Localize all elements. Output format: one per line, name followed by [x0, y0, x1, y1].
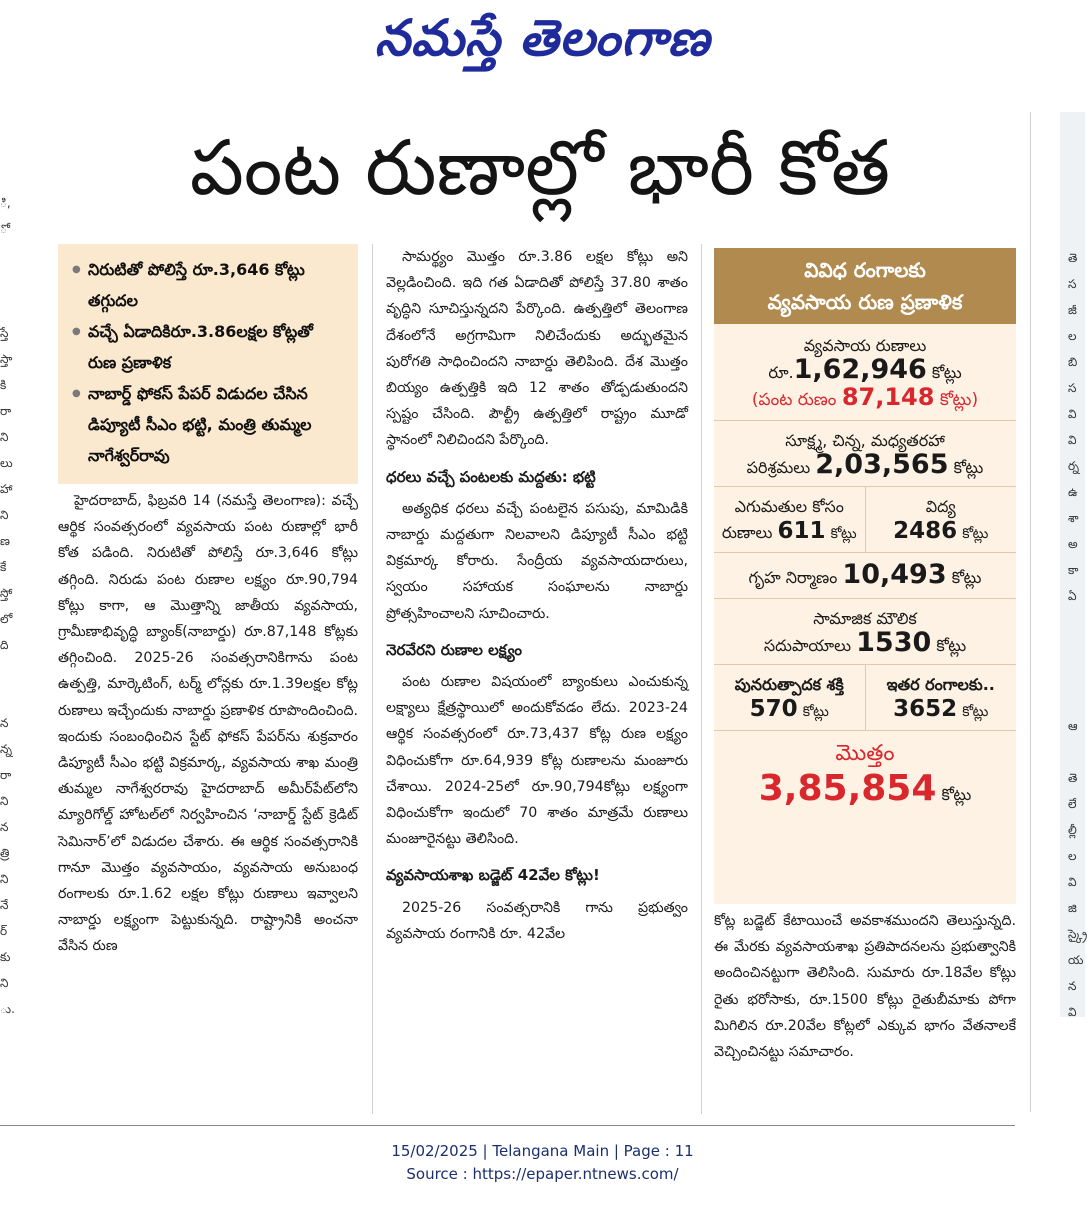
right-fragment-line: ల్లీ: [1068, 823, 1077, 837]
highlight-item: ● నాబార్డ్ ఫోకస్ పేపర్ విడుదల చేసిన డిప్యూటీ సీఎం భట్టి, మంత్రి తుమ్మల నాగేశ్వర్‌రావు: [72, 378, 346, 471]
article-column-3: [714, 908, 1016, 1065]
left-fragment-line: హా: [0, 482, 13, 496]
left-fragment-line: ర్: [0, 924, 8, 938]
left-fragment-line: స్తో: [0, 586, 13, 600]
right-fragment-line: లే: [1068, 797, 1077, 811]
renewable-label: పునరుత్పాదక శక్తి: [734, 675, 844, 694]
unit-crore: కోట్లు: [802, 704, 829, 720]
right-fragment-line: ఉ: [1068, 485, 1078, 499]
left-fragment-line: [0, 268, 18, 294]
left-fragment-line: కు: [0, 950, 11, 964]
right-fragment-line: ల: [1068, 849, 1077, 863]
page-footer: [0, 1140, 1085, 1186]
total-value: 3,85,854: [758, 768, 937, 809]
housing-value: 10,493: [842, 559, 947, 590]
right-fragment-line: శా: [1068, 511, 1079, 525]
left-fragment-line: స్తే: [0, 326, 9, 340]
export-value: 611: [777, 518, 826, 544]
left-fragment-line: [0, 658, 18, 684]
right-fragment-line: [1068, 739, 1085, 765]
currency-prefix: రూ.: [768, 363, 794, 382]
msme-label: సూక్ష్మ, చిన్న, మధ్యతరహా: [785, 431, 945, 450]
right-fragment-line: [1068, 661, 1085, 687]
left-fragment-line: [0, 294, 18, 320]
right-fragment-line: ల: [1068, 329, 1077, 343]
agri-credit-label: వ్యవసాయ రుణాలు: [803, 336, 927, 355]
unit-crore: కోట్లు: [941, 785, 972, 804]
right-fragment-line: అ: [1068, 537, 1078, 551]
left-fragment-line: కే: [0, 560, 7, 574]
right-fragment-line: ఆ: [1068, 719, 1078, 733]
footer-source-link[interactable]: Source : https://epaper.ntnews.com/: [406, 1165, 679, 1183]
infobox-title-line: వ్యవసాయ రుణ ప్రణాళిక: [767, 290, 963, 314]
article-paragraph: సామర్థ్యం మొత్తం రూ.3.86 లక్షల కోట్లు అని వెల్లడించింది. ఇది గత ఏడాదితో పోలిస్తే 37.80 శాతం వృద్ధిని సూచిస్తున్నదని పేర్కొంది. ఉత్పత్తిలో తెలంగాణ దేశంలోనే అగ్రగామిగా నిలిచేందుకు అద్భుతమైన పురోగతి సాధించిందని నాబార్డు తెలిపింది. దేశ మొత్తం బియ్యం ఉత్పత్తికి ఇది 12 శాతం తోడ్పడుతుందని స్పష్టం చేసింది. పౌల్ట్రీ ఉత్పత్తిలో రాష్ట్రం మూడో స్థానంలో నిలిచిందని పేర్కొంది.: [386, 249, 688, 449]
credit-plan-infobox: [714, 248, 1016, 904]
right-column-fragment: [1068, 245, 1085, 1025]
right-fragment-line: వి: [1068, 1005, 1077, 1019]
crop-loan-unit: కోట్లు): [934, 390, 979, 410]
footer-date-page: 15/02/2025 | Telangana Main | Page : 11: [391, 1142, 694, 1160]
right-fragment-line: [1068, 635, 1085, 661]
crop-loan-value: 87,148: [841, 383, 935, 411]
unit-crore: కోట్లు: [951, 568, 982, 587]
export-label: ఎగుమతుల కోసం: [734, 497, 844, 516]
unit-crore: కోట్లు: [936, 636, 967, 655]
left-fragment-line: ు.: [0, 1002, 15, 1016]
total-label: మొత్తం: [835, 741, 895, 766]
right-fragment-line: స్క్రై: [1068, 927, 1087, 941]
left-fragment-line: కి: [0, 378, 7, 392]
column-divider: [372, 244, 373, 1114]
education-label: విద్య: [925, 497, 956, 516]
article-subhead: నెరవేరని రుణాల లక్ష్యం: [386, 640, 522, 659]
article-paragraph: హైదరాబాద్, ఫిబ్రవరి 14 (నమస్తే తెలంగాణ): వచ్చే ఆర్థిక సంవత్సరంలో వ్యవసాయ పంట రుణాల్లో భారీ కోత పడింది. నిరుటితో పోలిస్తే రూ.3,646 కోట్లు తగ్గింది. నిరుడు పంట రుణాల లక్ష్యం రూ.90,794 కోట్లు కాగా, ఆ మొత్తాన్ని జాతీయ వ్యవసాయ, గ్రామీణాభివృద్ధి బ్యాంక్(నాబార్డు) రూ.87,148 కోట్లకు తగ్గించింది. 2025-26 సంవత్సరానికిగాను పంట ఉత్పత్తి, మార్కెటింగ్, టర్మ్ లోన్లకు రూ.1.39లక్షల కోట్ల రుణాలు ఇచ్చేందుకు నాబార్డు ప్రణాళిక రూపొందించింది. ఇందుకు సంబంధించిన స్టేట్ ఫోకస్ పేపర్‌ను శుక్రవారం డిప్యూటీ సీఎం భట్టి విక్రమార్క, వ్యవసాయ శాఖ మంత్రి తుమ్మల నాగేశ్వరరావు హైదరాబాద్ అమీర్‌పేట్‌లోని మ్యారిగోల్డ్ హోటల్‌లో నిర్వహించిన ‘నాబార్డ్ స్టేట్ క్రెడిట్ సెమినార్’లో విడుదల చేశారు. ఈ ఆర్థిక సంవత్సరానికి గానూ మొత్తం వ్యవసాయం, వ్యవసాయ అనుబంధ రంగాలకు రూ.1.62 లక్షల కోట్లు రుణాలు ఇవ్వాలని నాబార్డు లక్ష్యంగా పెట్టుకున్నది. రాష్ట్రానికి అంచనా వేసిన రుణ: [58, 493, 358, 955]
other-sectors-value: 3652: [893, 696, 958, 722]
left-fragment-line: రా: [0, 404, 12, 418]
msme-value: 2,03,565: [815, 449, 949, 480]
social-infra-cell: [714, 598, 1016, 664]
social-infra-label: సామాజిక మౌలిక: [813, 609, 917, 628]
article-paragraph: 2025-26 సంవత్సరానికి గాను ప్రభుత్వం వ్యవసాయ రంగానికి రూ. 42వేల: [386, 899, 688, 942]
left-fragment-line: న: [0, 716, 9, 730]
left-fragment-line: ణ: [0, 534, 10, 548]
column-divider: [1030, 112, 1031, 1112]
unit-crore: కోట్లు: [962, 704, 989, 720]
crop-loan-label: (పంట రుణం: [751, 390, 842, 410]
left-column-fragment: [0, 190, 18, 1022]
article-paragraph: అత్యధిక ధరలు వచ్చే పంటలైన పసుపు, మామిడికి నాబార్డు మద్దతుగా నిలవాలని డిప్యూటీ సీఎం భట్టి విక్రమార్క కోరారు. సేంద్రీయ వ్యవసాయదారులు, స్వయం సహాయక సంఘాలను నాబార్డు ప్రోత్సహించాలని సూచించారు.: [386, 500, 688, 622]
left-fragment-line: రా: [0, 768, 12, 782]
social-infra-label-2: సదుపాయాలు: [763, 636, 852, 655]
left-fragment-line: ది: [0, 638, 9, 652]
right-fragment-line: వి: [1068, 875, 1077, 889]
renewable-cell: [714, 665, 865, 730]
infobox-title: [714, 248, 1016, 324]
right-fragment-line: స: [1068, 381, 1077, 395]
left-fragment-line: [0, 242, 18, 268]
other-sectors-cell: [865, 665, 1017, 730]
right-fragment-line: న: [1068, 979, 1077, 993]
left-fragment-line: ి,: [0, 196, 11, 210]
housing-cell: [714, 552, 1016, 598]
article-subhead: వ్యవసాయశాఖ బడ్జెట్ 42వేల కోట్లు!: [386, 866, 600, 885]
left-fragment-line: ని: [0, 976, 9, 990]
renewable-value: 570: [749, 696, 798, 722]
left-fragment-line: స్తా: [0, 352, 13, 366]
education-value: 2486: [893, 518, 958, 544]
left-fragment-line: ని: [0, 430, 9, 444]
masthead-logo: నమస్తే తెలంగాణ: [374, 8, 711, 67]
right-fragment-line: జీ: [1068, 303, 1077, 317]
article-headline: పంట రుణాల్లో భారీ కోత: [189, 123, 891, 212]
right-fragment-line: తె: [1068, 771, 1078, 785]
highlight-item: ● వచ్చే ఏడాదికిరూ.3.86లక్షల కోట్లతో రుణ ప్రణాళిక: [72, 316, 346, 378]
left-fragment-line: న: [0, 820, 9, 834]
total-cell: [714, 730, 1016, 815]
right-fragment-line: [1068, 609, 1085, 635]
column-divider: [701, 244, 702, 1114]
right-fragment-line: వి: [1068, 407, 1077, 421]
social-infra-value: 1530: [856, 627, 932, 658]
left-fragment-line: [0, 684, 18, 710]
export-label-2: రుణాలు: [721, 523, 773, 542]
right-fragment-line: స: [1068, 277, 1077, 291]
renewable-other-row: [714, 664, 1016, 730]
agri-credit-value: 1,62,946: [793, 354, 927, 385]
article-subhead: ధరలు వచ్చే పంటలకు మద్దతు: భట్టి: [386, 467, 596, 486]
article-column-1: [58, 488, 358, 960]
right-fragment-line: తె: [1068, 251, 1078, 265]
left-fragment-line: న్న: [0, 742, 12, 756]
left-fragment-line: లో: [0, 612, 13, 626]
infobox-title-line: వివిధ రంగాలకు: [804, 258, 926, 282]
msme-label-2: పరిశ్రమలు: [746, 458, 811, 477]
article-paragraph: పంట రుణాల విషయంలో బ్యాంకులు ఎంచుకున్న లక్ష్యాలు క్షేత్రస్థాయిలో అందుకోవడం లేదు. 2023-24 ఆర్థిక సంవత్సరంలో రూ.73,437 కోట్ల రుణ లక్ష్యం విధించుకోగా రూ.64,939 కోట్ల రుణాలను మంజూరు చేశాయి. 2024-25లో రూ.90,794కోట్లు లక్ష్యంగా విధించుకోగా ఇందులో 70 శాతం మాత్రమే రుణాలు మంజూరైనట్టు తెలిసింది.: [386, 674, 688, 848]
left-fragment-line: నే: [0, 898, 9, 912]
unit-crore: కోట్లు: [931, 363, 962, 382]
right-fragment-line: జి: [1068, 901, 1077, 915]
left-fragment-line: ని: [0, 872, 9, 886]
right-fragment-line: కా: [1068, 563, 1079, 577]
export-cell: [714, 487, 865, 552]
right-fragment-line: వి: [1068, 433, 1077, 447]
article-paragraph: కోట్ల బడ్జెట్ కేటాయించే అవకాశముందని తెలుస్తున్నది. ఈ మేరకు వ్యవసాయశాఖ ప్రతిపాదనలను ప్రభుత్వానికి అందించినట్టుగా తెలిసింది. సుమారు రూ.18వేల కోట్లు రైతు భరోసాకు, రూ.1500 కోట్లు రైతుబీమాకు పోగా మిగిలిన రూ.20వేల కోట్లలో ఎక్కువ భాగం వేతనాలకే వెచ్చించినట్టు సమాచారం.: [714, 913, 1016, 1061]
right-fragment-line: బి: [1068, 355, 1078, 369]
right-fragment-line: య: [1068, 953, 1084, 967]
housing-label: గృహ నిర్మాణం: [748, 568, 838, 587]
unit-crore: కోట్లు: [953, 458, 984, 477]
right-fragment-line: ఏ: [1068, 589, 1077, 603]
article-column-2: [386, 244, 688, 947]
msme-cell: [714, 420, 1016, 486]
agri-credit-cell: [714, 324, 1016, 420]
highlights-box: [58, 244, 358, 484]
left-fragment-line: ని: [0, 794, 9, 808]
unit-crore: కోట్లు: [962, 526, 989, 542]
right-fragment-line: ర్న: [1068, 459, 1080, 473]
right-fragment-line: [1068, 687, 1085, 713]
other-sectors-label: ఇతర రంగాలకు..: [886, 675, 995, 694]
education-cell: [865, 487, 1017, 552]
unit-crore: కోట్లు: [830, 526, 857, 542]
highlight-item: ● నిరుటితో పోలిస్తే రూ.3,646 కోట్లు తగ్గుదల: [72, 254, 346, 316]
left-fragment-line: ని: [0, 508, 9, 522]
left-fragment-line: ో: [0, 222, 7, 236]
left-fragment-line: లు: [0, 456, 13, 470]
footer-divider: [0, 1125, 1015, 1126]
export-education-row: [714, 486, 1016, 552]
left-fragment-line: త్రి: [0, 846, 10, 860]
